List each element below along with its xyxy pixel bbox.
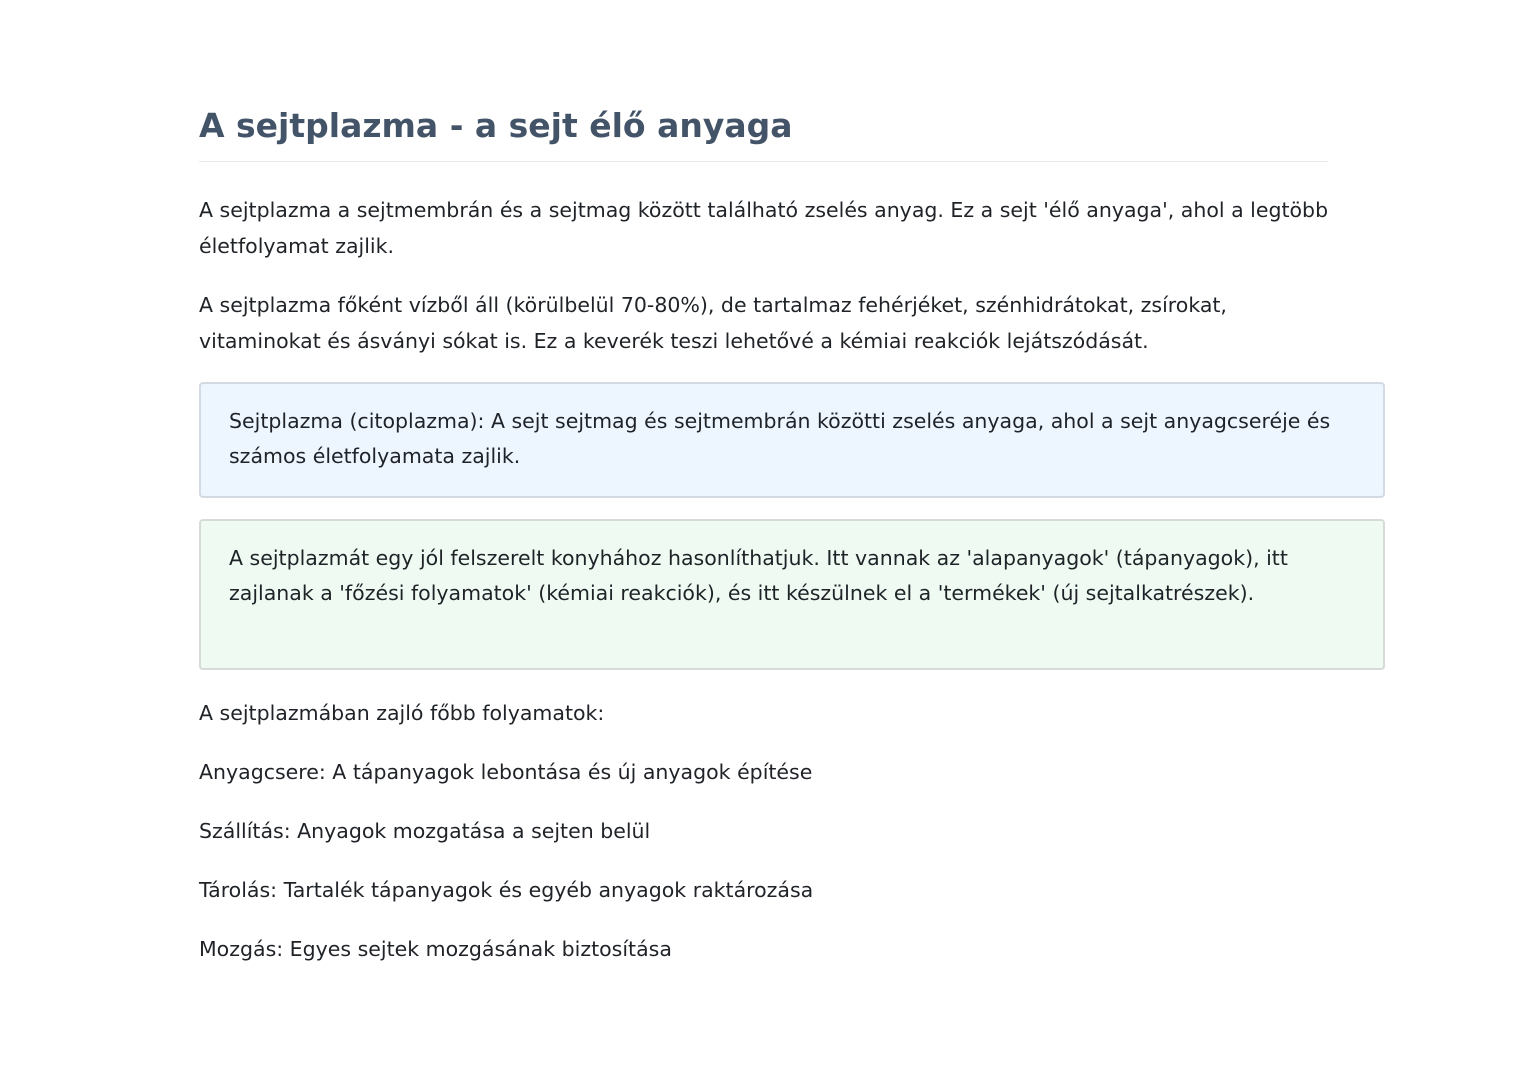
article-content: [199, 100, 1385, 967]
list-item: Mozgás: Egyes sejtek mozgásának biztosítása: [199, 937, 672, 961]
definition-box: [199, 382, 1385, 498]
process-list: [199, 754, 1385, 967]
list-item: Anyagcsere: A tápanyagok lebontása és új anyagok építése: [199, 760, 813, 784]
intro-paragraph: A sejtplazma a sejtmembrán és a sejtmag között található zselés anyag. Ez a sejt 'élő anyaga', ahol a legtöbb életfolyamat zajlik.: [199, 198, 1329, 258]
list-item: Szállítás: Anyagok mozgatása a sejten belül: [199, 819, 651, 843]
list-item: Tárolás: Tartalék tápanyagok és egyéb anyagok raktározása: [199, 878, 814, 902]
process-list-heading: A sejtplazmában zajló főbb folyamatok:: [199, 701, 605, 725]
analogy-box: [199, 519, 1385, 670]
composition-paragraph: A sejtplazma főként vízből áll (körülbelül 70-80%), de tartalmaz fehérjéket, szénhidrátokat, zsírokat, vitaminokat és ásványi sókat is. Ez a keverék teszi lehetővé a kémiai reakciók lejátszódását.: [199, 293, 1227, 353]
page-title: A sejtplazma - a sejt élő anyaga: [199, 100, 1328, 162]
analogy-text: A sejtplazmát egy jól felszerelt konyhához hasonlíthatjuk. Itt vannak az 'alapanyagok' (tápanyagok), itt zajlanak a 'főzési folyamatok' (kémiai reakciók), és itt készülnek el a 'termékek' (új sejtalkatrészek).: [229, 546, 1288, 605]
definition-text: Sejtplazma (citoplazma): A sejt sejtmag és sejtmembrán közötti zselés anyaga, ahol a sejt anyagcseréje és számos életfolyamata zajlik.: [229, 409, 1331, 468]
